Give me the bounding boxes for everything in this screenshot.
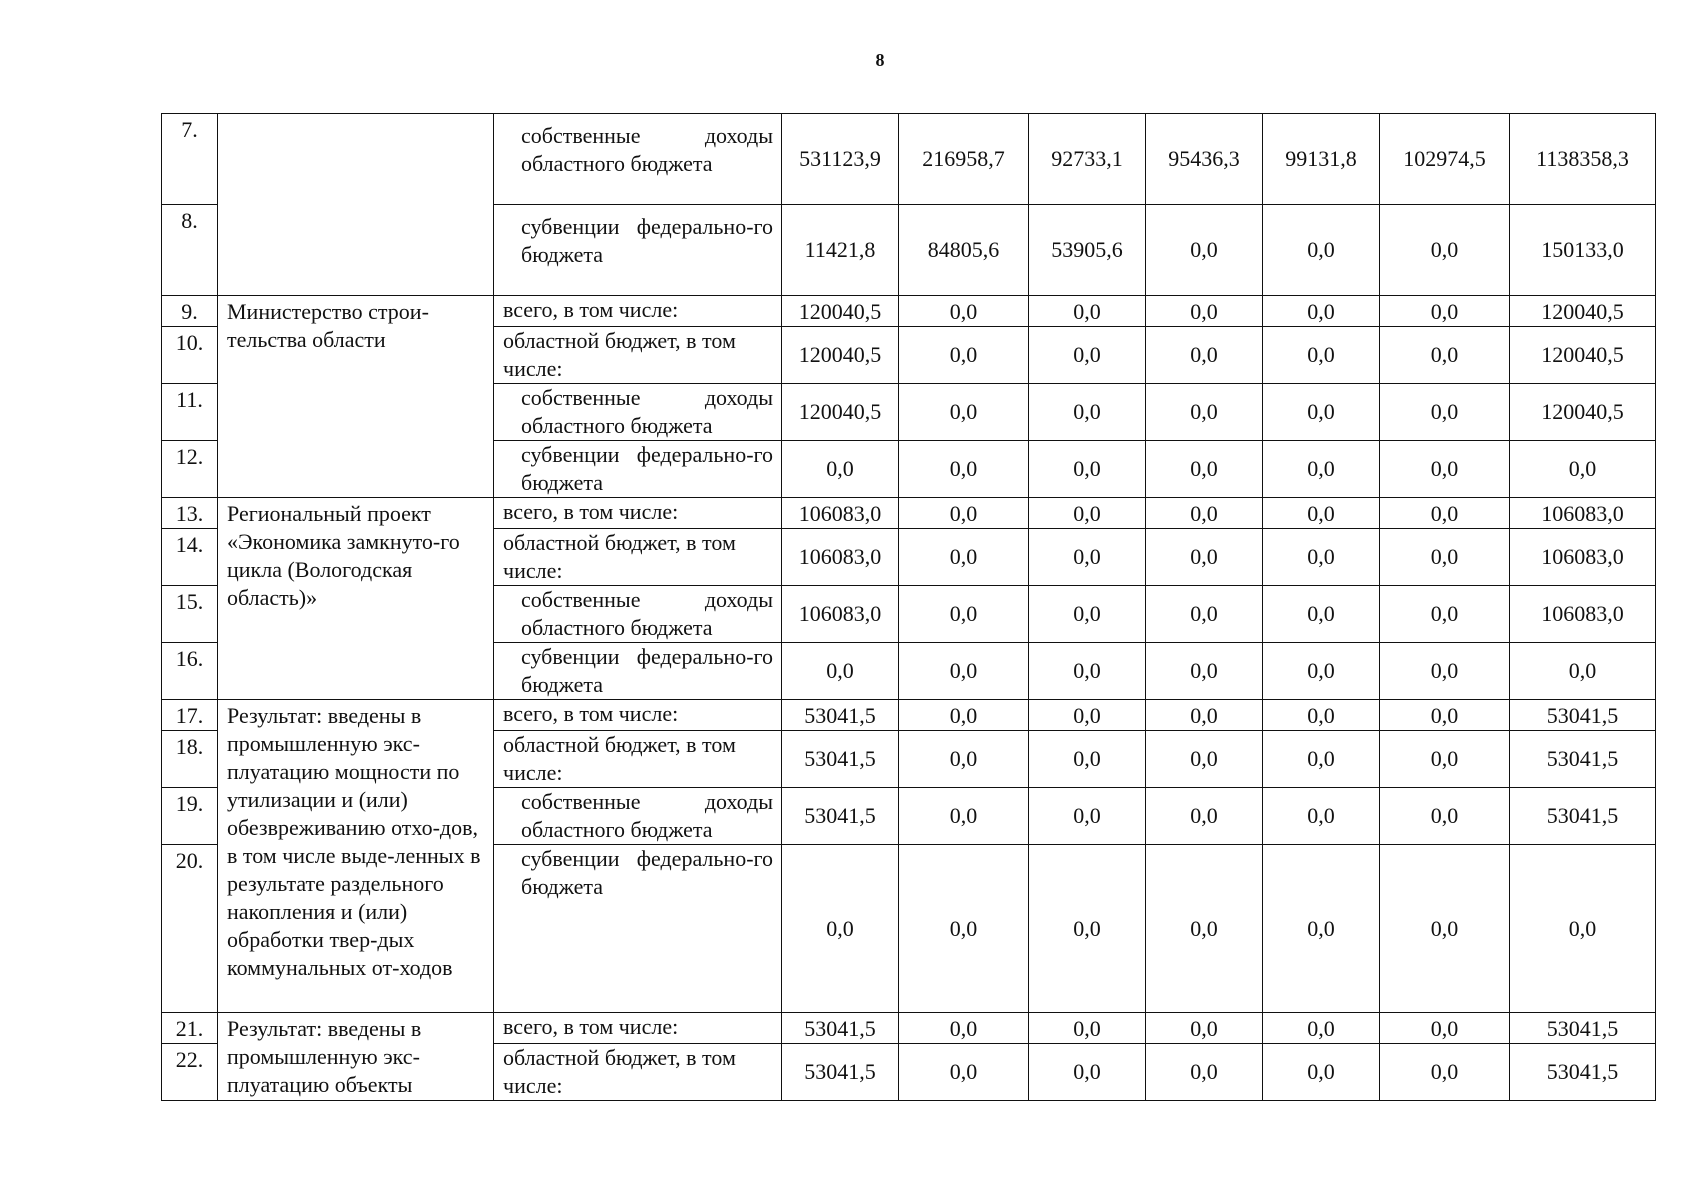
value-cell: 120040,5: [1510, 384, 1656, 441]
value-cell: 53041,5: [782, 1044, 899, 1101]
value-cell: 0,0: [1510, 845, 1656, 1013]
value-cell: 0,0: [1146, 441, 1263, 498]
value-cell: 0,0: [899, 529, 1029, 586]
value-cell: 0,0: [1380, 205, 1510, 296]
row-number: 13.: [162, 498, 218, 529]
table-row: [162, 114, 1656, 205]
value-cell: 0,0: [1029, 845, 1146, 1013]
value-cell: 0,0: [1263, 384, 1380, 441]
row-number: 20.: [162, 845, 218, 1013]
value-cell: 0,0: [899, 1013, 1029, 1044]
program-name-cell: Результат: введены в промышленную экс-плуатацию объекты: [218, 1013, 494, 1101]
value-cell: 0,0: [1263, 327, 1380, 384]
funding-source-cell: собственные доходы областного бюджета: [494, 586, 782, 643]
value-cell: 0,0: [1146, 384, 1263, 441]
value-cell: 0,0: [1380, 586, 1510, 643]
program-name-cell: Министерство строи-тельства области: [218, 296, 494, 498]
funding-source-cell: субвенции федерально-го бюджета: [494, 643, 782, 700]
table-row: [162, 700, 1656, 731]
value-cell: 0,0: [1263, 700, 1380, 731]
value-cell: 0,0: [1263, 296, 1380, 327]
value-cell: 0,0: [1510, 441, 1656, 498]
funding-source-cell: собственные доходы областного бюджета: [494, 114, 782, 205]
value-cell: 0,0: [899, 384, 1029, 441]
value-cell: 216958,7: [899, 114, 1029, 205]
value-cell: 120040,5: [782, 384, 899, 441]
value-cell: 0,0: [899, 643, 1029, 700]
value-cell: 0,0: [1380, 788, 1510, 845]
value-cell: 0,0: [1380, 731, 1510, 788]
row-number: 7.: [162, 114, 218, 205]
value-cell: 0,0: [1146, 296, 1263, 327]
funding-source-cell: всего, в том числе:: [494, 700, 782, 731]
row-number: 17.: [162, 700, 218, 731]
value-cell: 53905,6: [1029, 205, 1146, 296]
value-cell: 0,0: [899, 1044, 1029, 1101]
value-cell: 0,0: [899, 296, 1029, 327]
value-cell: 53041,5: [782, 700, 899, 731]
value-cell: 0,0: [1263, 1013, 1380, 1044]
funding-source-cell: всего, в том числе:: [494, 498, 782, 529]
value-cell: 0,0: [1263, 1044, 1380, 1101]
program-name-cell: [218, 114, 494, 296]
funding-source-cell: субвенции федерально-го бюджета: [494, 441, 782, 498]
value-cell: 0,0: [899, 788, 1029, 845]
value-cell: 0,0: [1380, 700, 1510, 731]
value-cell: 0,0: [899, 327, 1029, 384]
value-cell: 0,0: [899, 498, 1029, 529]
value-cell: 0,0: [1146, 1044, 1263, 1101]
value-cell: 0,0: [1146, 845, 1263, 1013]
row-number: 9.: [162, 296, 218, 327]
value-cell: 0,0: [1380, 498, 1510, 529]
row-number: 16.: [162, 643, 218, 700]
value-cell: 53041,5: [782, 731, 899, 788]
value-cell: 0,0: [782, 441, 899, 498]
value-cell: 0,0: [1029, 296, 1146, 327]
funding-source-cell: субвенции федерально-го бюджета: [494, 845, 782, 1013]
value-cell: 0,0: [1146, 643, 1263, 700]
value-cell: 0,0: [1380, 1013, 1510, 1044]
value-cell: 0,0: [1263, 498, 1380, 529]
value-cell: 0,0: [1380, 1044, 1510, 1101]
value-cell: 0,0: [1146, 327, 1263, 384]
value-cell: 0,0: [899, 586, 1029, 643]
value-cell: 95436,3: [1146, 114, 1263, 205]
value-cell: 92733,1: [1029, 114, 1146, 205]
value-cell: 0,0: [1146, 498, 1263, 529]
value-cell: 0,0: [1263, 205, 1380, 296]
value-cell: 0,0: [1029, 327, 1146, 384]
value-cell: 53041,5: [1510, 700, 1656, 731]
value-cell: 0,0: [1263, 788, 1380, 845]
row-number: 18.: [162, 731, 218, 788]
row-number: 11.: [162, 384, 218, 441]
row-number: 10.: [162, 327, 218, 384]
value-cell: 120040,5: [1510, 327, 1656, 384]
funding-source-cell: собственные доходы областного бюджета: [494, 788, 782, 845]
value-cell: 99131,8: [1263, 114, 1380, 205]
value-cell: 0,0: [1029, 731, 1146, 788]
value-cell: 150133,0: [1510, 205, 1656, 296]
budget-table: [161, 113, 1656, 1101]
funding-source-cell: областной бюджет, в том числе:: [494, 327, 782, 384]
row-number: 12.: [162, 441, 218, 498]
value-cell: 0,0: [1380, 441, 1510, 498]
value-cell: 53041,5: [782, 1013, 899, 1044]
value-cell: 0,0: [782, 845, 899, 1013]
value-cell: 0,0: [1380, 384, 1510, 441]
value-cell: 0,0: [1146, 788, 1263, 845]
value-cell: 0,0: [1263, 643, 1380, 700]
value-cell: 0,0: [1263, 845, 1380, 1013]
row-number: 19.: [162, 788, 218, 845]
value-cell: 120040,5: [782, 296, 899, 327]
value-cell: 0,0: [1146, 529, 1263, 586]
value-cell: 0,0: [1029, 1044, 1146, 1101]
value-cell: 0,0: [1510, 643, 1656, 700]
value-cell: 0,0: [1380, 845, 1510, 1013]
funding-source-cell: всего, в том числе:: [494, 296, 782, 327]
value-cell: 0,0: [1029, 586, 1146, 643]
value-cell: 106083,0: [782, 529, 899, 586]
funding-source-cell: областной бюджет, в том числе:: [494, 731, 782, 788]
value-cell: 106083,0: [1510, 498, 1656, 529]
page-number: 8: [875, 50, 885, 70]
table-row: [162, 498, 1656, 529]
row-number: 8.: [162, 205, 218, 296]
row-number: 15.: [162, 586, 218, 643]
value-cell: 106083,0: [782, 586, 899, 643]
value-cell: 0,0: [1029, 441, 1146, 498]
value-cell: 53041,5: [1510, 731, 1656, 788]
value-cell: 0,0: [1029, 788, 1146, 845]
value-cell: 0,0: [1029, 498, 1146, 529]
value-cell: 0,0: [1029, 643, 1146, 700]
value-cell: 1138358,3: [1510, 114, 1656, 205]
value-cell: 106083,0: [1510, 586, 1656, 643]
value-cell: 120040,5: [782, 327, 899, 384]
value-cell: 0,0: [1146, 586, 1263, 643]
value-cell: 53041,5: [782, 788, 899, 845]
row-number: 22.: [162, 1044, 218, 1101]
value-cell: 0,0: [1380, 296, 1510, 327]
value-cell: 0,0: [899, 700, 1029, 731]
value-cell: 53041,5: [1510, 1013, 1656, 1044]
value-cell: 11421,8: [782, 205, 899, 296]
funding-source-cell: всего, в том числе:: [494, 1013, 782, 1044]
value-cell: 0,0: [1146, 1013, 1263, 1044]
value-cell: 0,0: [1263, 529, 1380, 586]
value-cell: 0,0: [899, 731, 1029, 788]
value-cell: 120040,5: [1510, 296, 1656, 327]
value-cell: 0,0: [899, 441, 1029, 498]
value-cell: 0,0: [1029, 700, 1146, 731]
value-cell: 0,0: [1263, 586, 1380, 643]
value-cell: 0,0: [1146, 700, 1263, 731]
funding-source-cell: субвенции федерально-го бюджета: [494, 205, 782, 296]
value-cell: 0,0: [899, 845, 1029, 1013]
value-cell: 53041,5: [1510, 788, 1656, 845]
funding-source-cell: областной бюджет, в том числе:: [494, 529, 782, 586]
program-name-cell: Результат: введены в промышленную экс-плуатацию мощности по утилизации и (или) обезвреживанию отхо-дов, в том числе выде-ленных в результате раздельного накопления и (или) обработки твер-дых коммунальных от-ходов: [218, 700, 494, 1013]
value-cell: 0,0: [1029, 384, 1146, 441]
value-cell: 102974,5: [1380, 114, 1510, 205]
value-cell: 0,0: [1380, 529, 1510, 586]
budget-table-body: [162, 114, 1656, 1101]
value-cell: 531123,9: [782, 114, 899, 205]
value-cell: 106083,0: [782, 498, 899, 529]
value-cell: 0,0: [1146, 205, 1263, 296]
value-cell: 0,0: [1029, 529, 1146, 586]
value-cell: 0,0: [1263, 731, 1380, 788]
value-cell: 0,0: [1380, 327, 1510, 384]
program-name-cell: Региональный проект «Экономика замкнуто-го цикла (Вологодская область)»: [218, 498, 494, 700]
value-cell: 53041,5: [1510, 1044, 1656, 1101]
value-cell: 106083,0: [1510, 529, 1656, 586]
value-cell: 0,0: [1380, 643, 1510, 700]
table-row: [162, 1013, 1656, 1044]
row-number: 14.: [162, 529, 218, 586]
row-number: 21.: [162, 1013, 218, 1044]
table-row: [162, 296, 1656, 327]
value-cell: 0,0: [1263, 441, 1380, 498]
value-cell: 0,0: [782, 643, 899, 700]
value-cell: 0,0: [1029, 1013, 1146, 1044]
funding-source-cell: областной бюджет, в том числе:: [494, 1044, 782, 1101]
value-cell: 84805,6: [899, 205, 1029, 296]
value-cell: 0,0: [1146, 731, 1263, 788]
funding-source-cell: собственные доходы областного бюджета: [494, 384, 782, 441]
